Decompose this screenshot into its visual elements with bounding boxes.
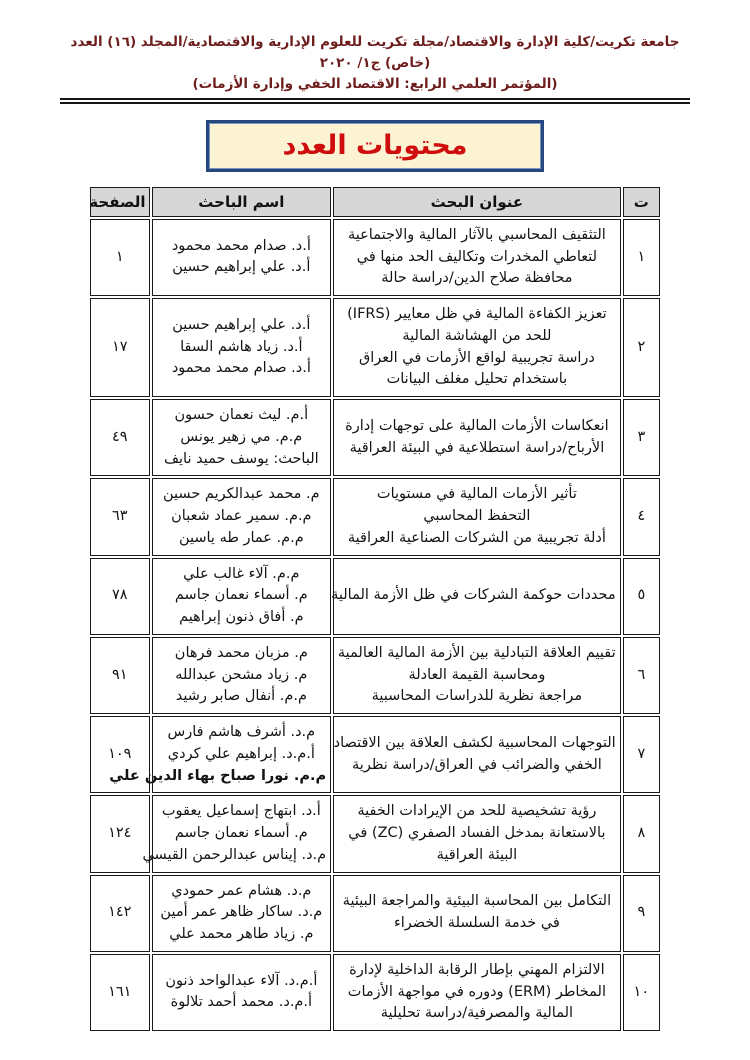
row-page-cell: ١٢٤ xyxy=(90,795,150,872)
researcher-name: أ.م.د. محمد أحمد تلالوة xyxy=(170,994,313,1011)
col-header-no: ت xyxy=(623,187,660,217)
researcher-name: أ.د. زياد هاشم السقا xyxy=(180,338,303,355)
row-page-cell: ٩١ xyxy=(90,637,150,714)
row-no-cell: ٨ xyxy=(623,795,660,872)
row-researchers-cell xyxy=(152,954,332,1031)
table-row xyxy=(90,716,660,793)
research-title-line: تقييم العلاقة التبادلية بين الأزمة المالية العالمية xyxy=(337,644,616,661)
researcher-name: أ.م.د. آلاء عبدالواحد ذنون xyxy=(165,972,318,989)
journal-header-line1: جامعة تكريت/كلية الإدارة والاقتصاد/مجلة تكريت للعلوم الإدارية والاقتصادية/المجلد (١٦) العدد (خاص) ج١/ ٢٠٢٠ xyxy=(70,34,680,71)
researcher-name: م.م. آلاء غالب علي xyxy=(183,565,300,582)
researcher-name: م. أسماء نعمان جاسم xyxy=(174,825,308,842)
row-title-cell xyxy=(333,399,621,476)
issue-contents-title: محتويات العدد xyxy=(282,130,468,162)
row-researchers-cell xyxy=(152,298,332,397)
research-title-line: دراسة تجريبية لواقع الأزمات في العراق xyxy=(358,349,595,366)
research-title-line: التكامل بين المحاسبة البيئية والمراجعة البيئية xyxy=(342,893,612,910)
row-page-cell: ٦٣ xyxy=(90,478,150,555)
researcher-name: م. زياد طاهر محمد علي xyxy=(169,926,314,943)
row-title-cell xyxy=(333,716,621,793)
row-page-cell: ١٧ xyxy=(90,298,150,397)
row-page-cell: ١٤٢ xyxy=(90,875,150,952)
research-title-line: باستخدام تحليل مغلف البيانات xyxy=(386,371,568,388)
table-row xyxy=(90,558,660,635)
research-title-line: أدلة تجريبية من الشركات الصناعية العراقية xyxy=(347,529,606,546)
research-title-line: التوجهات المحاسبية لكشف العلاقة بين الاقتصاد xyxy=(333,734,616,751)
research-title-line: المخاطر (ERM) ودوره في مواجهة الأزمات xyxy=(347,983,606,1000)
researcher-name: م.م. أنفال صابر رشيد xyxy=(175,688,307,705)
row-title-cell xyxy=(333,954,621,1031)
col-header-title: عنوان البحث xyxy=(333,187,621,217)
researcher-name: م.م. عمار طه ياسين xyxy=(178,529,304,546)
row-page-cell: ١ xyxy=(90,219,150,296)
researcher-name: أ.د. علي إبراهيم حسين xyxy=(172,316,311,333)
row-no-cell: ٦ xyxy=(623,637,660,714)
research-title-line: محددات حوكمة الشركات في ظل الأزمة المالية xyxy=(331,587,616,604)
research-title-line: انعكاسات الأزمات المالية على توجهات إدارة xyxy=(345,417,609,434)
row-researchers-cell xyxy=(152,478,332,555)
row-no-cell: ٧ xyxy=(623,716,660,793)
row-researchers-cell xyxy=(152,219,332,296)
journal-header-line2: (المؤتمر العلمي الرابع: الاقتصاد الخفي وإدارة الأزمات) xyxy=(192,75,558,92)
row-title-cell xyxy=(333,478,621,555)
researcher-name: الباحث: يوسف حميد نايف xyxy=(164,450,319,467)
contents-table xyxy=(88,185,662,1033)
header-divider xyxy=(60,98,690,104)
research-title-line: محافظة صلاح الدين/دراسة حالة xyxy=(381,270,573,287)
table-row xyxy=(90,219,660,296)
research-title-line: ومحاسبة القيمة العادلة xyxy=(408,666,546,683)
row-researchers-cell xyxy=(142,795,332,872)
researcher-name: م. مزبان محمد فرهان xyxy=(174,644,308,661)
researcher-name: م. أفاق ذنون إبراهيم xyxy=(179,609,304,626)
row-no-cell: ٩ xyxy=(623,875,660,952)
row-no-cell: ٥ xyxy=(623,558,660,635)
row-no-cell: ١ xyxy=(623,219,660,296)
researcher-name: أ.د. صدام محمد محمود xyxy=(171,237,311,254)
research-title-line: التثقيف المحاسبي بالآثار المالية والاجتماعية xyxy=(347,226,606,243)
research-title-line: للحد من الهشاشة المالية xyxy=(402,327,552,344)
researcher-name: أ.د. علي إبراهيم حسين xyxy=(172,259,311,276)
researcher-name: م.م. نورا صباح بهاء الدين علي xyxy=(109,767,327,784)
research-title-line: الأرباح/دراسة استطلاعية في البيئة العراقية xyxy=(349,439,605,456)
table-row xyxy=(90,637,660,714)
col-header-page: الصفحة xyxy=(90,187,150,217)
research-title-line: المالية والمصرفية/دراسة تحليلية xyxy=(380,1005,574,1022)
row-page-cell: ٤٩ xyxy=(90,399,150,476)
researcher-name: أ.م.د. إبراهيم علي كردي xyxy=(167,745,315,762)
researcher-name: م.م. مي زهير يونس xyxy=(180,428,303,445)
researcher-name: م. زياد مشحن عبدالله xyxy=(175,666,308,683)
researcher-name: أ.د. ابتهاج إسماعيل يعقوب xyxy=(161,803,321,820)
research-title-line: بالاستعانة بمدخل الفساد الصفري (ZC) في xyxy=(348,825,606,842)
row-no-cell: ١٠ xyxy=(623,954,660,1031)
journal-header xyxy=(55,0,695,95)
table-header-row xyxy=(90,187,660,217)
row-no-cell: ٢ xyxy=(623,298,660,397)
research-title-line: مراجعة نظرية للدراسات المحاسبية xyxy=(371,688,583,705)
row-title-cell xyxy=(333,558,621,635)
row-no-cell: ٣ xyxy=(623,399,660,476)
contents-table-body xyxy=(90,219,660,1031)
row-no-cell: ٤ xyxy=(623,478,660,555)
research-title-line: لتعاطي المخدرات وتكاليف الحد منها في xyxy=(356,248,598,265)
researcher-name: م.د. أشرف هاشم فارس xyxy=(167,724,316,741)
research-title-line: تعزيز الكفاءة المالية في ظل معايير (IFRS) xyxy=(347,306,607,323)
table-row xyxy=(90,399,660,476)
row-page-cell: ٧٨ xyxy=(90,558,150,635)
row-researchers-cell xyxy=(152,637,332,714)
row-researchers-cell xyxy=(152,558,332,635)
issue-contents-title-box xyxy=(206,120,544,172)
table-row xyxy=(90,478,660,555)
research-title-line: الالتزام المهني بإطار الرقابة الداخلية لإدارة xyxy=(349,961,605,978)
row-researchers-cell xyxy=(152,399,332,476)
researcher-name: م. أسماء نعمان جاسم xyxy=(174,587,308,604)
research-title-line: الخفي والضرائب في العراق/دراسة نظرية xyxy=(352,756,602,773)
row-title-cell xyxy=(333,875,621,952)
row-title-cell xyxy=(333,219,621,296)
table-row xyxy=(90,954,660,1031)
researcher-name: م.م. سمير عماد شعبان xyxy=(171,508,312,525)
table-row xyxy=(90,298,660,397)
research-title-line: في خدمة السلسلة الخضراء xyxy=(393,915,560,932)
table-row xyxy=(90,795,660,872)
researcher-name: م. محمد عبدالكريم حسين xyxy=(163,486,320,503)
research-title-line: تأثير الأزمات المالية في مستويات xyxy=(376,486,577,503)
researcher-name: م.د. ساكار ظاهر عمر أمين xyxy=(160,904,323,921)
table-row xyxy=(90,875,660,952)
researcher-name: أ.م. ليث نعمان حسون xyxy=(174,407,309,424)
researcher-name: أ.د. صدام محمد محمود xyxy=(171,360,311,377)
research-title-line: رؤية تشخيصية للحد من الإيرادات الخفية xyxy=(357,803,597,820)
researcher-name: م.د. هشام عمر حمودي xyxy=(171,882,312,899)
research-title-line: البيئة العراقية xyxy=(436,846,518,863)
row-title-cell xyxy=(333,637,621,714)
researcher-name: م.د. إيناس عبدالرحمن القيسي xyxy=(142,846,327,863)
row-researchers-cell xyxy=(152,875,332,952)
row-page-cell: ١٠٩ xyxy=(90,716,150,793)
contents-table-wrap xyxy=(88,185,662,1033)
col-header-researcher: اسم الباحث xyxy=(152,187,332,217)
research-title-line: التحفظ المحاسبي xyxy=(423,508,531,525)
row-page-cell: ١٦١ xyxy=(90,954,150,1031)
row-title-cell xyxy=(333,298,621,397)
row-title-cell xyxy=(333,795,621,872)
